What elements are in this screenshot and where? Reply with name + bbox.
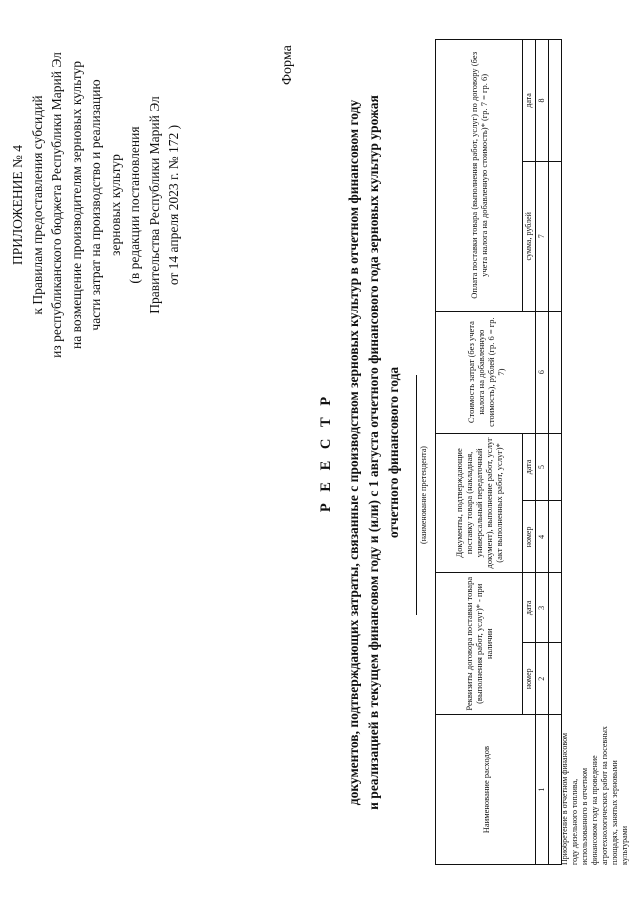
column-number: 4 <box>536 501 549 573</box>
table-cell <box>549 161 562 311</box>
appendix-header <box>8 10 184 400</box>
table-footnote-expense-item: Приобретение в отчетном финансовом году дизельного топлива, использованного в отчетном финансовом году на проведение агротехнологических работ на посевных площадях, занятых зерновыми культурами <box>560 726 629 865</box>
table-cell <box>549 573 562 643</box>
subheader-amount: сумма, рублей <box>523 161 536 311</box>
appendix-line-2: к Правилам предоставления субсидий <box>29 95 45 315</box>
recipient-name-line <box>416 375 417 615</box>
column-number-row <box>536 40 549 865</box>
table-cell <box>549 501 562 573</box>
col-header-cost: Стоимость затрат (без учета налога на добавленную стоимость), рублей (гр. 6 = гр. 7) <box>436 311 536 433</box>
subheader-date: дата <box>523 573 536 643</box>
form-label: Форма <box>280 45 295 85</box>
column-number: 5 <box>536 433 549 501</box>
column-number: 1 <box>536 715 549 865</box>
table-cell <box>549 433 562 501</box>
appendix-line-5: части затрат на производство и реализацию <box>88 79 103 331</box>
appendix-line-8: Правительства Республики Марий Эл <box>146 96 162 314</box>
column-number: 3 <box>536 573 549 643</box>
col-header-delivery-documents: Документы, подтверждающие поставку товара (накладная, универсальный передаточный документ), выполнение работ, услуг (акт выполненных работ, услуг)* <box>436 433 523 573</box>
appendix-line-6: зерновых культур <box>107 154 123 256</box>
appendix-line-1: ПРИЛОЖЕНИЕ № 4 <box>10 144 25 266</box>
appendix-line-4: на возмещение производителям зерновых культур <box>68 60 84 350</box>
col-header-payment: Оплата поставки товара (выполнения работ, услуг) по договору (без учета налога на добавленную стоимость)* (гр. 7 = гр. 6) <box>436 40 523 312</box>
subtitle-line-3: отчетного финансового года <box>386 366 401 539</box>
column-number: 6 <box>536 311 549 433</box>
table-cell <box>549 40 562 162</box>
column-number: 7 <box>536 161 549 311</box>
table-cell <box>549 311 562 433</box>
subtitle-line-1: документов, подтверждающих затраты, связанные с производством зерновых культур в отчетном финансовом году <box>346 99 361 806</box>
subheader-date: дата <box>523 40 536 162</box>
appendix-line-3: из республиканского бюджета Республики Марий Эл <box>49 52 64 358</box>
subheader-date: дата <box>523 433 536 501</box>
appendix-line-9: от 14 апреля 2023 г. № 172 ) <box>166 124 181 286</box>
subheader-number: номер <box>523 501 536 573</box>
subtitle-line-2: и реализацией в текущем финансовом году и (или) с 1 августа отчетного финансового года зерновых культур урожая <box>366 95 381 810</box>
subheader-number: номер <box>523 643 536 715</box>
appendix-line-7: (в редакции постановления <box>127 126 142 284</box>
recipient-name-caption: (наименование претендента) <box>419 446 428 544</box>
table-header-row <box>436 40 523 865</box>
column-number: 2 <box>536 643 549 715</box>
column-number: 8 <box>536 40 549 162</box>
table-cell <box>549 643 562 715</box>
document-title: Р Е Е С Т Р <box>318 392 334 513</box>
col-header-expense-name: Наименование расходов <box>436 715 536 865</box>
registry-table <box>435 39 562 865</box>
document-subtitle <box>344 40 404 865</box>
col-header-contract-details: Реквизиты договора поставки товара (выполнения работ, услуг)* - при наличии <box>436 573 523 715</box>
